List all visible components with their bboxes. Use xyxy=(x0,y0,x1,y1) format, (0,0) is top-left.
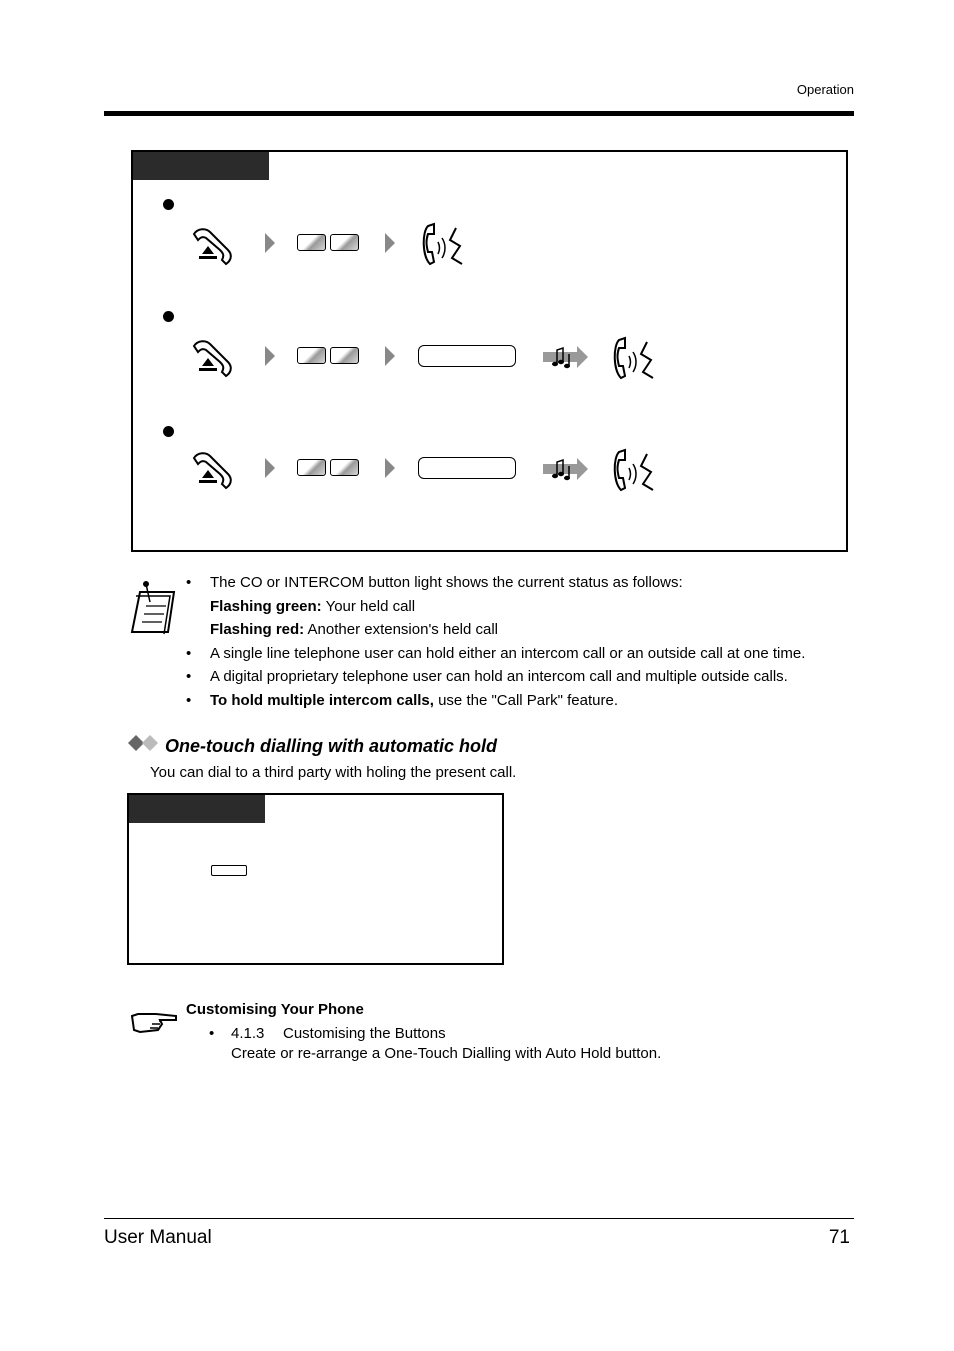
step-arrow-icon xyxy=(384,457,396,479)
phone-talk-icon xyxy=(609,336,659,382)
operation-box xyxy=(127,793,504,965)
phone-talk-icon xyxy=(609,448,659,494)
reference-number[interactable]: 4.1.3 xyxy=(231,1025,265,1042)
box-tab xyxy=(129,795,265,823)
footer-rule xyxy=(104,1218,854,1219)
phone-offhook-icon xyxy=(188,450,238,490)
section-description: You can dial to a third party with holing the present call. xyxy=(150,764,517,781)
co-button xyxy=(297,459,326,476)
step-arrow-icon xyxy=(264,345,276,367)
page-number: 71 xyxy=(828,1227,850,1248)
reference-link[interactable]: Customising the Buttons xyxy=(283,1025,446,1042)
step-arrow-icon xyxy=(384,232,396,254)
step-arrow-icon xyxy=(264,232,276,254)
number-field xyxy=(418,457,516,479)
intercom-button xyxy=(330,347,359,364)
diamond-pair-icon xyxy=(128,735,160,751)
phone-offhook-icon xyxy=(188,226,238,266)
note-subitem: Flashing green: Your held call xyxy=(210,597,416,615)
reference-description: Create or re-arrange a One-Touch Dialling with Auto Hold button. xyxy=(231,1045,662,1062)
section-title: One-touch dialling with automatic hold xyxy=(165,736,497,756)
co-button xyxy=(297,347,326,364)
note-item: • The CO or INTERCOM button light shows the current status as follows: xyxy=(186,571,856,595)
note-item: • A digital proprietary telephone user can hold an intercom call and multiple outside calls. xyxy=(186,665,856,689)
running-header: Operation xyxy=(796,82,854,97)
one-touch-button xyxy=(211,865,247,876)
number-field xyxy=(418,345,516,367)
intercom-button xyxy=(330,234,359,251)
notes-list xyxy=(186,571,856,712)
note-subitem: Flashing red: Another extension's held call xyxy=(210,621,499,638)
box-tab xyxy=(133,152,269,180)
confirmation-tone-icon xyxy=(541,344,589,370)
reference-title: Customising Your Phone xyxy=(186,1001,364,1018)
confirmation-tone-icon xyxy=(541,456,589,482)
note-item: • A single line telephone user can hold either an intercom call or an outside call at one time. xyxy=(186,642,856,666)
co-button xyxy=(297,234,326,251)
intercom-button xyxy=(330,459,359,476)
pointing-hand-icon xyxy=(130,1008,178,1034)
note-item: • To hold multiple intercom calls, use the "Call Park" feature. xyxy=(186,689,856,713)
step-arrow-icon xyxy=(264,457,276,479)
step-arrow-icon xyxy=(384,345,396,367)
header-rule xyxy=(104,111,854,116)
footer-title: User Manual xyxy=(104,1227,212,1248)
step-bullet xyxy=(163,311,174,322)
step-bullet xyxy=(163,426,174,437)
phone-talk-icon xyxy=(418,222,468,268)
notepad-icon xyxy=(128,580,178,636)
operation-box xyxy=(131,150,848,552)
step-bullet xyxy=(163,199,174,210)
phone-offhook-icon xyxy=(188,338,238,378)
reference-bullet: • xyxy=(209,1025,215,1042)
